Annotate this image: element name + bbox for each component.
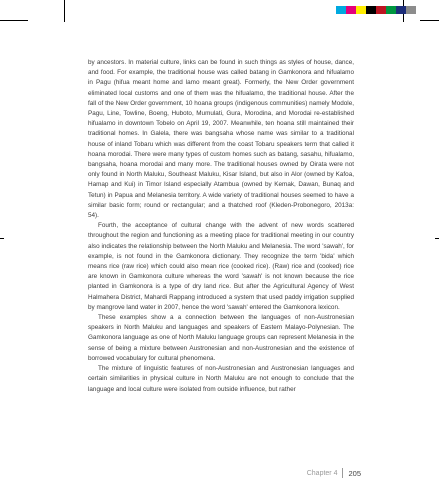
swatch-yellow [356,6,366,14]
crop-mark-mid-left [0,238,4,239]
swatch-blue [396,6,406,14]
swatch-magenta [346,6,356,14]
paragraph-2: Fourth, the acceptance of cultural change with the advent of new words scattered throughout the region and functioning as a meeting place for traditional meeting in our country also indicates the relationship between the North Maluku and Melanesia. The word 'sawah', for example, is not found in the Gamkonora dictionary. They recognize the term 'bida' which means rice (raw rice) which could also mean rice (cooked rice). (Raw) rice and (cooked) rice are known in Gamkonora culture whereas the word 'sawah' is not known because the rice planted in Gamkonora is a type of dry land rice. But after the Agricultural Agency of West Halmahera District, Mahardi Rappang introduced a system that used paddy irrigation supplied by mangrove land water in 2007, hence the word 'sawah' entered the Gamkonora lexicon. [88,222,354,311]
page-body [88,58,354,395]
swatch-red [376,6,386,14]
color-calibration-bar [336,6,416,14]
swatch-gray [406,6,416,14]
page-footer [307,468,361,478]
crop-mark-top-left-v [64,0,65,22]
paragraph-3: These examples show a a connection between the languages of non-Austronesian speakers in North Maluku and languages and speakers of Eastern Malayo-Polynesian. The Gamkonora language as one of North Maluku language groups can represent Melanesia in the sense of being a mixture between Austronesian and non-Austronesian and the existence of borrowed vocabulary for cultural phenomena. [88,314,354,362]
paragraph-1: by ancestors. In material culture, links can be found in such things as styles of house, dance, and food. For example, the traditional house was called batang in Gamkonora and hifualamo in Pagu (hifua meant home and lamo meant great). Formerly, the New Order government eliminated local customs and one of them was the hifualamo, the traditional house. After the fall of the New Order government, 10 hoana groups (indigenous communities) namely Modole, Pagu, Line, Towline, Boeng, Huboto, Mumulati, Gura, Morodina, and Morodai re-established hifualamo in downtown Tobelo on April 19, 2007. Meanwhile, ten hoana still maintained their traditional homes. In Galela, there was bangsaha whose name was similar to a traditional house of inland Tobaru which was different from the coast Tobaru speakers term that called it hoana morodai. There were many types of custom homes such as batang, sasahu, hifualamo, bangsaha, hoana morodai and many more. The traditional houses owned by Oirata were not only found in North Maluku, Southeast Maluku, Kisar Island, but also in Alor (owned by Kafoa, Hamap and Kui) in Timor Island especially Atambua (owned by Kemak, Dawan, Bunaq and Tetun) in Papua and Melanesia territory. A wide variety of traditional houses seemed to have a similar basic form; round or rectangular; and a thatched roof (Kleden-Probonegoro, 2013a: 54). [88,59,354,220]
crop-mark-top-left-h [0,20,28,21]
chapter-label: Chapter 4 [306,469,338,477]
swatch-cyan [336,6,346,14]
crop-mark-top-right-h [420,20,439,21]
swatch-black [366,6,376,14]
crop-mark-mid-right [435,238,439,239]
footer-divider [342,468,343,478]
swatch-green [386,6,396,14]
paragraph-4: The mixture of linguistic features of non-Austronesian and Austronesian languages and certain similarities in physical culture in North Maluku are not enough to conclude that the language and local culture were isolated from outside influence, but rather [88,365,354,393]
page-number: 205 [348,468,361,478]
